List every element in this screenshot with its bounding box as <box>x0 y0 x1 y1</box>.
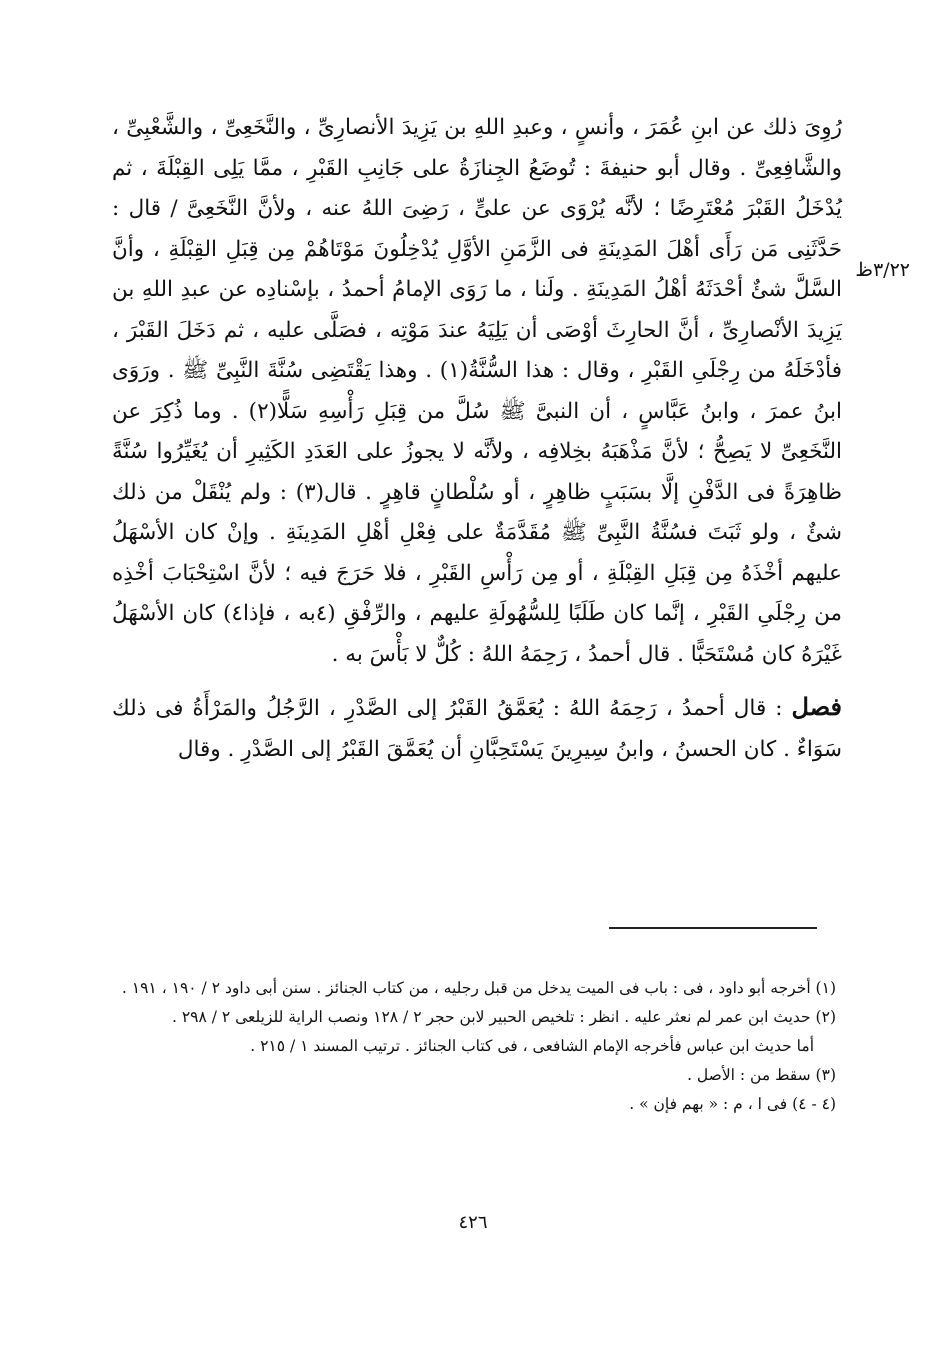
paragraph-2 <box>112 687 842 770</box>
folio-margin-note: ٣/٢٢ظ <box>855 259 910 281</box>
page-number: ٤٢٦ <box>458 1212 488 1233</box>
main-text <box>112 108 842 770</box>
paragraph-2-text: : قال أحمدُ ، رَحِمَهُ اللهُ : يُعَمَّقُ القَبْرُ إلى الصَّدْرِ ، الرَّجُلُ والمَرْأَةُ فى ذلك سَوَاءٌ . كان الحسنُ ، وابنُ سِيرِينَ يَسْتَحِبَّانِ أن يُعَمَّقَ القَبْرُ إلى الصَّدْرِ . وقال <box>112 696 842 762</box>
footnote-3: (٣) سقط من : الأصل . <box>687 1066 836 1084</box>
fasl-heading: فصل <box>791 692 842 721</box>
footnotes <box>118 976 836 1121</box>
footnote-2: (٢) حديث ابن عمر لم نعثر عليه . انظر : تلخيص الحبير لابن حجر ٢ / ١٢٨ ونصب الراية للزيلعى ٢ / ٢٩٨ . <box>171 1008 836 1026</box>
footnote-1: (١) أخرجه أبو داود ، فى : باب فى الميت يدخل من قبل رجليه ، من كتاب الجنائز . سنن أبى داود ٢ / ١٩٠ ، ١٩١ . <box>121 979 836 997</box>
footnote-4: (٤ - ٤) فى ا ، م : « بهم فإن » . <box>629 1095 836 1113</box>
footnote-2-continuation: أما حديث ابن عباس فأخرجه الإمام الشافعى ، فى كتاب الجنائز . ترتيب المسند ١ / ٢١٥ . <box>250 1037 814 1055</box>
footnote-separator <box>609 927 817 929</box>
paragraph-1: رُوِىَ ذلك عن ابنِ عُمَرَ ، وأنسٍ ، وعبدِ اللهِ بن يَزِيدَ الأنصارِىِّ ، والنَّخَعِىِّ ، والشَّعْبِىِّ ، والشَّافِعِىِّ . وقال أبو حنيفةَ : تُوضَعُ الجِنازَةُ على جَانِبِ القَبْرِ ، ممَّا يَلِى القِبْلَةَ ، ثم يُدْخَلُ القَبْرَ مُعْتَرِضًا ؛ لأنَّه يُرْوَى عن علىٍّ ، رَضِىَ اللهُ عنه ، ولأنَّ النَّخَعِىَّ / قال : حَدَّثَنِى مَن رَأَى أهْلَ المَدِينَةِ فى الزَّمَنِ الأوَّلِ يُدْخِلُونَ مَوْتَاهُمْ مِن قِبَلِ القِبْلَةِ ، وأنَّ السَّلَّ شئٌ أحْدَثَهُ أهْلُ المَدِينَةِ . ولَنا ، ما رَوَى الإمامُ أحمدُ ، بإسْنادِه عن عبدِ اللهِ بن يَزِيدَ الأنْصارِىِّ ، أنَّ الحارِثَ أوْصَى أن يَلِيَهُ عندَ مَوْتِه ، فصَلَّى عليه ، ثم دَخَلَ القَبْرَ ، فأدْخَلَهُ من رِجْلَىِ القَبْرِ ، وقال : هذا السُّنَّةُ(١) . وهذا يَقْتَضِى سُنَّةَ النَّبِىِّ ﷺ . ورَوَى ابنُ عمرَ ، وابنُ عَبَّاسٍ ، أن النبىَّ ﷺ سُلَّ من قِبَلِ رَأْسِهِ سَلًّا(٢) . وما ذُكِرَ عن النَّخَعِىِّ لا يَصِحُّ ؛ لأنَّ مَذْهَبَهُ بخِلافِه ، ولأنَّه لا يجوزُ على العَدَدِ الكَثِيرِ أن يُغَيِّرُوا سُنَّةً ظاهِرَةً فى الدَّفْنِ إلَّا بسَبَبٍ ظاهِرٍ ، أو سُلْطانٍ قاهِرٍ . قال(٣) : ولم يُنْقَلْ من ذلك شئٌ ، ولو ثَبَتَ فسُنَّةُ النَّبِىِّ ﷺ مُقَدَّمَةٌ على فِعْلِ أهْلِ المَدِينَةِ . وإنْ كان الأسْهَلُ عليهم أخْذَهُ مِن قِبَلِ القِبْلَةِ ، أو مِن رَأْسِ القَبْرِ ، فلا حَرَجَ فيه ؛ لأنَّ اسْتِحْبَابَ أخْذِه من رِجْلَىِ القَبْرِ ، إنَّما كان طَلَبًا لِلسُّهُولَةِ عليهم ، والرِّفْقِ (٤به ، فإذا٤) كان الأسْهَلُ غَيْرَهُ كان مُسْتَحَبًّا . قال أحمدُ ، رَحِمَهُ اللهُ : كُلٌّ لا بَأْسَ به . <box>112 115 842 667</box>
